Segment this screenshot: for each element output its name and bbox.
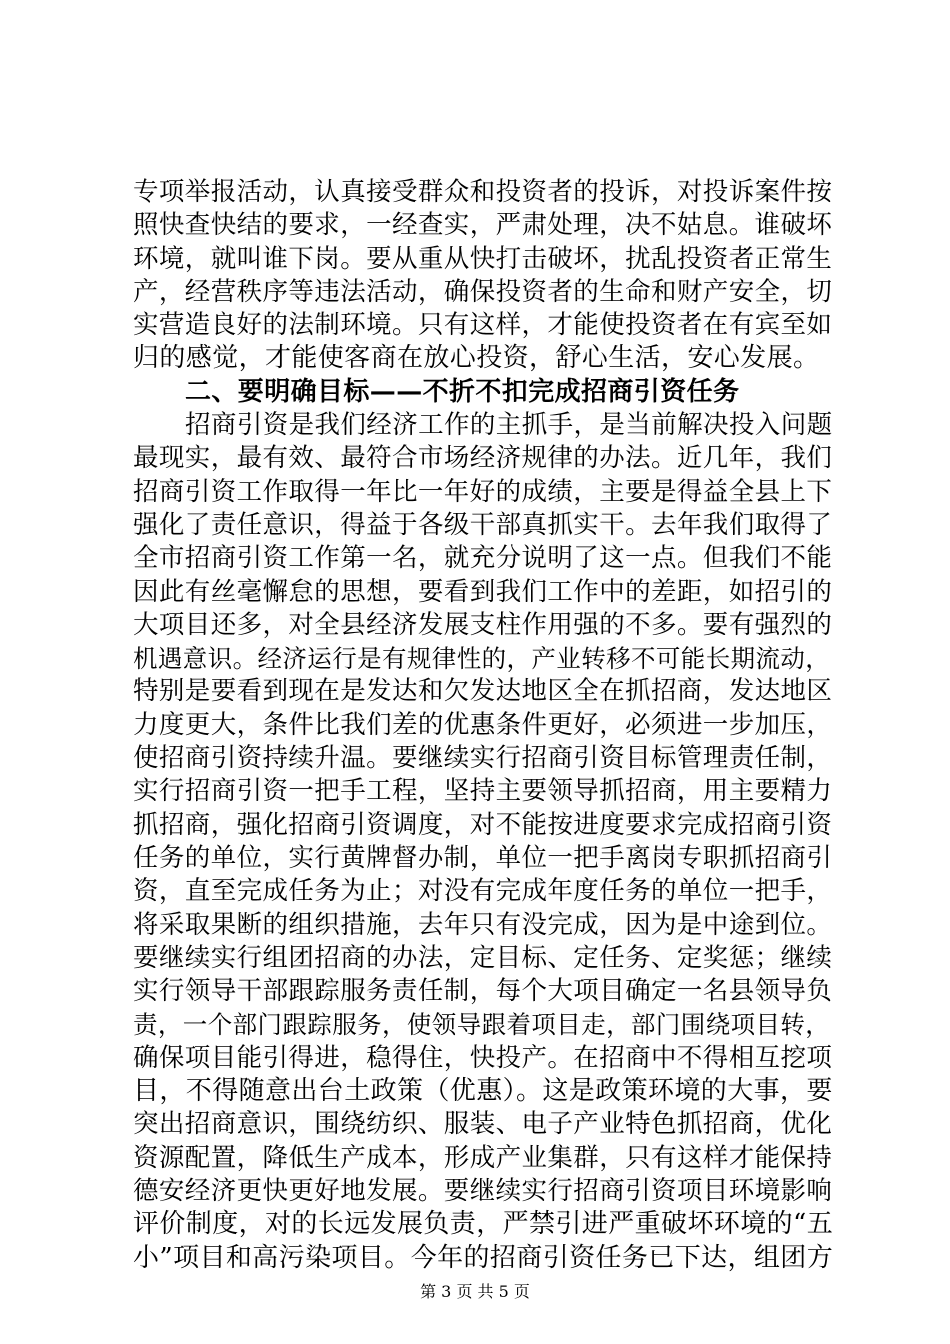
text-line: 使招商引资持续升温。要继续实行招商引资目标管理责任制， xyxy=(133,743,833,774)
text-line: 照快查快结的要求，一经查实，严肃处理，决不姑息。谁破坏 xyxy=(133,210,833,241)
text-line: 确保项目能引得进，稳得住，快投产。在招商中不得相互挖项 xyxy=(133,1042,833,1073)
text-line: 特别是要看到现在是发达和欠发达地区全在抓招商，发达地区 xyxy=(133,676,833,707)
text-line: 责，一个部门跟踪服务，使领导跟着项目走，部门围绕项目转， xyxy=(133,1010,831,1040)
text-line: 招商引资工作取得一年比一年好的成绩，主要是得益全县上下 xyxy=(133,476,833,507)
section-heading: 二、要明确目标——不折不扣完成招商引资任务 xyxy=(185,376,740,407)
text-line: 目，不得随意出台土政策（优惠）。这是政策环境的大事，要 xyxy=(133,1076,833,1107)
text-line: 归的感觉，才能使客商在放心投资，舒心生活，安心发展。 xyxy=(133,343,820,374)
text-line: 全市招商引资工作第一名，就充分说明了这一点。但我们不能 xyxy=(133,543,833,574)
text-line: 环境，就叫谁下岗。要从重从快打击破坏，扰乱投资者正常生 xyxy=(133,243,833,274)
text-line: 机遇意识。经济运行是有规律性的，产业转移不可能长期流动， xyxy=(133,644,831,674)
text-line: 力度更大，条件比我们差的优惠条件更好，必须进一步加压， xyxy=(133,709,833,740)
text-line: 资，直至完成任务为止；对没有完成年度任务的单位一把手， xyxy=(133,876,833,907)
text-line: 招商引资是我们经济工作的主抓手，是当前解决投入问题 xyxy=(185,410,833,441)
text-line: 评价制度，对的长远发展负责，严禁引进严重破坏环境的“五 xyxy=(133,1209,834,1240)
text-line: 最现实，最有效、最符合市场经济规律的办法。近几年，我们 xyxy=(133,443,833,474)
text-line: 德安经济更快更好地发展。要继续实行招商引资项目环境影响 xyxy=(133,1175,833,1206)
text-line: 将采取果断的组织措施，去年只有没完成，因为是中途到位。 xyxy=(133,909,833,940)
text-line: 因此有丝毫懈怠的思想，要看到我们工作中的差距，如招引的 xyxy=(133,576,833,607)
body-text xyxy=(133,176,833,1275)
text-line: 资源配置，降低生产成本，形成产业集群，只有这样才能保持 xyxy=(133,1142,833,1173)
text-line: 抓招商，强化招商引资调度，对不能按进度要求完成招商引资 xyxy=(133,809,833,840)
text-line: 小”项目和高污染项目。今年的招商引资任务已下达，组团方 xyxy=(133,1242,834,1273)
text-line: 实行招商引资一把手工程，坚持主要领导抓招商，用主要精力 xyxy=(133,776,833,807)
page-footer: 第 3 页 共 5 页 xyxy=(420,1282,530,1301)
text-line: 专项举报活动，认真接受群众和投资者的投诉，对投诉案件按 xyxy=(133,177,833,207)
text-line: 任务的单位，实行黄牌督办制，单位一把手离岗专职抓招商引 xyxy=(133,842,833,873)
text-line: 实行领导干部跟踪服务责任制，每个大项目确定一名县领导负 xyxy=(133,976,833,1007)
text-line: 要继续实行组团招商的办法，定目标、定任务、定奖惩；继续 xyxy=(133,942,833,973)
text-line: 强化了责任意识，得益于各级干部真抓实干。去年我们取得了 xyxy=(133,509,833,540)
text-line: 实营造良好的法制环境。只有这样，才能使投资者在有宾至如 xyxy=(133,310,833,341)
text-line: 产，经营秩序等违法活动，确保投资者的生命和财产安全，切 xyxy=(133,276,833,307)
text-line: 突出招商意识，围绕纺织、服装、电子产业特色抓招商，优化 xyxy=(133,1109,833,1140)
text-line: 大项目还多，对全县经济发展支柱作用强的不多。要有强烈的 xyxy=(133,609,833,640)
